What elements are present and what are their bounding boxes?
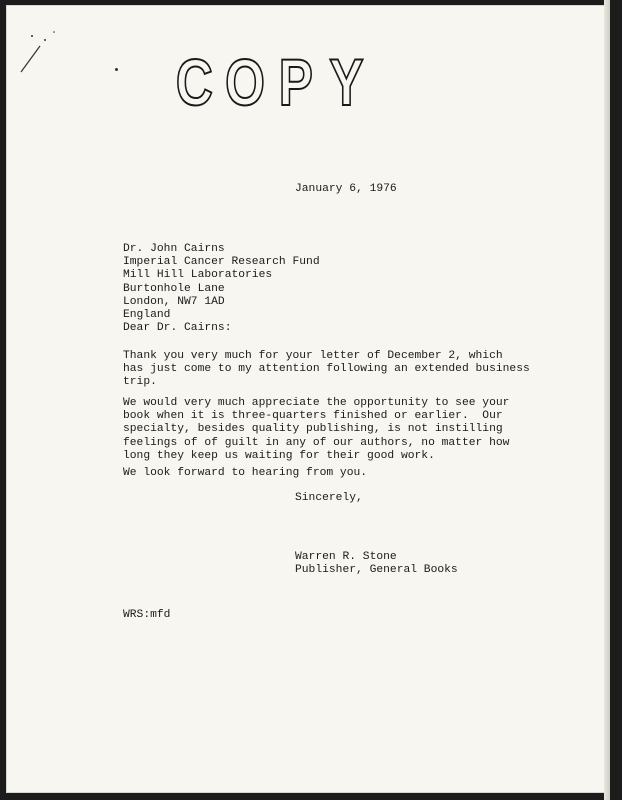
paragraph-1: [123, 350, 530, 390]
recipient-address: [123, 243, 320, 322]
salutation: Dear Dr. Cairns:: [123, 322, 232, 334]
stamp-letter: C: [175, 45, 213, 119]
stamp-letter: P: [278, 45, 313, 119]
text-line: Thank you very much for your letter of December 2, which: [123, 350, 503, 362]
closing: Sincerely,: [295, 492, 363, 504]
address-line: Imperial Cancer Research Fund: [123, 256, 320, 269]
address-line: England: [123, 309, 171, 322]
copy-stamp: [169, 45, 372, 119]
pen-mark: [18, 28, 58, 78]
address-line: Burtonhole Lane: [123, 282, 225, 295]
stamp-letter: Y: [329, 45, 364, 119]
text-line: book when it is three-quarters finished or earlier. Our: [123, 410, 503, 423]
address-line: Mill Hill Laboratories: [123, 269, 273, 282]
signature-block: [295, 551, 458, 577]
paragraph-2: [123, 397, 509, 463]
letter-date: January 6, 1976: [295, 183, 397, 195]
text-line: feelings of of guilt in any of our authors, no matter how: [123, 436, 510, 449]
reference-initials: WRS:mfd: [123, 609, 171, 621]
text-line: has just come to my attention following an extended business: [123, 363, 530, 376]
speck: [115, 68, 118, 71]
paragraph-3: We look forward to hearing from you.: [123, 467, 368, 479]
text-line: specialty, besides quality publishing, is not instilling: [123, 423, 503, 436]
page-edge: [604, 0, 610, 800]
stamp-letter: O: [225, 45, 266, 119]
signer-name: Warren R. Stone: [295, 551, 397, 563]
text-line: trip.: [123, 376, 157, 389]
address-line: Dr. John Cairns: [123, 243, 225, 255]
text-line: We would very much appreciate the opportunity to see your: [123, 397, 510, 409]
address-line: London, NW7 1AD: [123, 295, 225, 308]
signer-title: Publisher, General Books: [295, 564, 458, 577]
text-line: long they keep us waiting for their good work.: [123, 449, 435, 462]
